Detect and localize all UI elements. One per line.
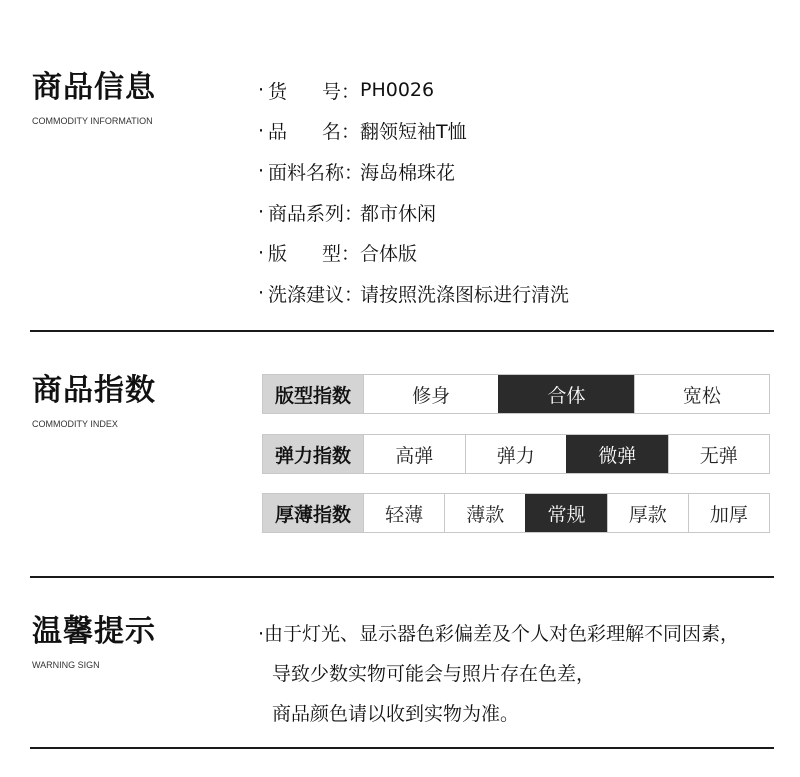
notice-text: 由于灯光、显示器色彩偏差及个人对色彩理解不同因素， (264, 623, 740, 645)
index-option: 加厚 (688, 494, 769, 532)
index-option: 高弹 (363, 435, 465, 473)
notice-line (258, 614, 739, 654)
bullet-dot: · (258, 79, 265, 102)
info-label-char: 名 (321, 121, 341, 144)
info-row (258, 273, 569, 314)
notice-line (258, 654, 739, 694)
index-option: 宽松 (634, 375, 769, 413)
divider (30, 576, 774, 578)
index-option: 厚款 (607, 494, 688, 532)
label-colon: ： (344, 202, 364, 225)
bullet-dot: · (258, 241, 265, 264)
index-option: 无弹 (668, 435, 770, 473)
index-row (262, 493, 770, 533)
info-row (258, 151, 569, 192)
bullet-dot: · (258, 623, 265, 645)
info-row (258, 192, 569, 233)
info-label-text (268, 77, 341, 104)
info-label-char: 号 (321, 80, 341, 103)
notice-line (258, 694, 739, 734)
info-label-char: 版 (268, 243, 288, 266)
index-row-label: 弹力指数 (263, 435, 363, 473)
warning-section-title: 温馨提示 (32, 614, 156, 649)
notice-text: 导致少数实物可能会与照片存在色差， (272, 663, 596, 685)
label-colon: ： (340, 80, 360, 103)
bullet-dot: · (258, 201, 265, 224)
index-row (262, 434, 770, 474)
bullet-dot: · (258, 282, 265, 305)
bullet-dot: · (258, 160, 265, 183)
info-label (268, 199, 364, 226)
label-colon: ： (344, 161, 364, 184)
info-label-char: 型 (321, 243, 341, 266)
index-option: 弹力 (465, 435, 567, 473)
info-label (268, 239, 360, 266)
index-row-label: 厚薄指数 (263, 494, 363, 532)
label-colon: ： (340, 243, 360, 266)
info-value: PH0026 (360, 79, 435, 102)
divider (30, 747, 774, 749)
info-list (258, 70, 569, 314)
index-row (262, 374, 770, 414)
info-label-text (268, 158, 344, 185)
info-label-char: 品 (268, 121, 288, 144)
info-section-subtitle: COMMODITY INFORMATION (32, 116, 153, 126)
info-value: 翻领短袖T恤 (360, 121, 467, 144)
index-option-selected: 合体 (498, 375, 633, 413)
notice-text: 商品颜色请以收到实物为准。 (272, 703, 520, 725)
info-value: 海岛棉珠花 (360, 161, 456, 184)
index-option: 薄款 (444, 494, 525, 532)
index-section-title: 商品指数 (32, 373, 156, 408)
info-label-char: 面料名称 (268, 161, 345, 184)
info-label (268, 158, 364, 185)
warning-notice (258, 614, 739, 734)
info-section-title: 商品信息 (32, 70, 156, 105)
divider (30, 330, 774, 332)
index-option-selected: 常规 (525, 494, 606, 532)
index-option-selected: 微弹 (566, 435, 668, 473)
info-label (268, 77, 360, 104)
info-label-text (268, 117, 341, 144)
info-label (268, 117, 360, 144)
info-label-char: 货 (268, 80, 288, 103)
bullet-dot: · (258, 119, 265, 142)
index-option: 修身 (363, 375, 498, 413)
index-section-subtitle: COMMODITY INDEX (32, 419, 118, 429)
info-row (258, 111, 569, 152)
info-value: 都市休闲 (360, 202, 437, 225)
info-label-char: 洗涤建议 (268, 283, 345, 306)
warning-section-subtitle: WARNING SIGN (32, 660, 100, 670)
label-colon: ： (344, 283, 364, 306)
info-label-text (268, 199, 344, 226)
info-label (268, 280, 364, 307)
index-option: 轻薄 (363, 494, 444, 532)
info-value: 合体版 (360, 243, 418, 266)
info-row (258, 70, 569, 111)
label-colon: ： (340, 121, 360, 144)
index-row-label: 版型指数 (263, 375, 363, 413)
info-value: 请按照洗涤图标进行清洗 (360, 283, 570, 306)
info-label-text (268, 239, 341, 266)
info-label-char: 商品系列 (268, 202, 345, 225)
info-label-text (268, 280, 344, 307)
info-row (258, 232, 569, 273)
